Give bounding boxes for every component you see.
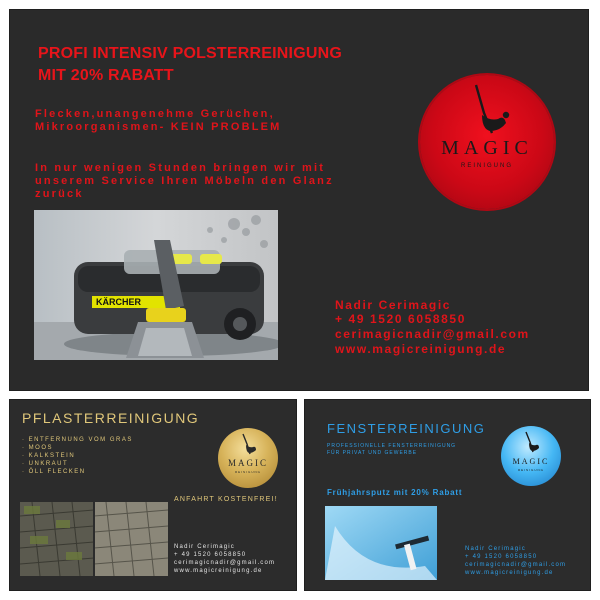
paving-title: PFLASTERREINIGUNG	[22, 410, 200, 426]
subtitle-line-2: FÜR PRIVAT UND GEWERBE	[327, 450, 418, 456]
logo-sub-text: REINIGUNG	[517, 468, 544, 472]
paving-contact	[174, 543, 275, 575]
contact-phone[interactable]: + 49 1520 6058850	[465, 554, 538, 560]
list-item: · KALKSTEIN	[22, 453, 76, 459]
contact-name: Nadir Cerimagic	[335, 298, 452, 312]
free-travel-text: ANFAHRT KOSTENFREI!	[174, 496, 278, 503]
window-squeegee-photo	[325, 506, 437, 580]
list-item: · UNKRAUT	[22, 461, 69, 467]
vacuum-cleaner-photo	[34, 210, 278, 360]
logo-sub-text: REINIGUNG	[234, 470, 261, 474]
machine-brand-label: KÄRCHER	[96, 297, 141, 307]
logo-sub-text: REINIGUNG	[460, 163, 513, 169]
window-cleaning-flyer	[305, 400, 590, 590]
logo-brand-text: MAGIC	[441, 137, 533, 159]
window-title: FENSTERREINIGUNG	[327, 421, 486, 436]
upholstery-flyer	[10, 10, 588, 390]
magic-logo-gold	[218, 428, 278, 488]
problem-text-line-1: Flecken,unangenehme Gerüchen,	[35, 108, 275, 120]
service-text-line-1: In nur wenigen Stunden bringen wir mit	[35, 162, 326, 174]
list-item: · ÖLL FLECKEN	[22, 469, 86, 475]
magic-logo-blue	[501, 426, 561, 486]
paving-before-after-photo	[20, 502, 168, 576]
headline-line-2: MIT 20% RABATT	[38, 67, 174, 84]
contact-phone[interactable]: + 49 1520 6058850	[335, 312, 466, 326]
contact-website[interactable]: www.magicreinigung.de	[465, 570, 554, 576]
contact-name: Nadir Cerimagic	[465, 546, 527, 552]
contact-website[interactable]: www.magicreinigung.de	[174, 568, 263, 574]
list-item: · ENTFERNUNG VOM GRAS	[22, 437, 133, 443]
service-text-line-3: zurück	[35, 188, 84, 200]
magic-logo-red	[420, 75, 554, 209]
contact-email[interactable]: cerimagicnadir@gmail.com	[174, 560, 276, 566]
service-text-line-2: unserem Service Ihren Möbeln den Glanz	[35, 175, 334, 187]
list-item: · MOOS	[22, 445, 53, 451]
contact-phone[interactable]: + 49 1520 6058850	[174, 552, 247, 558]
contact-website[interactable]: www.magicreinigung.de	[335, 342, 507, 356]
paving-services-list	[22, 436, 133, 476]
cleaning-figure-icon	[501, 426, 561, 486]
contact-email[interactable]: cerimagicnadir@gmail.com	[465, 562, 567, 568]
spring-promo-text: Frühjahrsputz mit 20% Rabatt	[327, 488, 463, 497]
logo-brand-text: MAGIC	[227, 458, 268, 468]
paving-flyer	[10, 400, 296, 590]
window-subtitle	[327, 443, 456, 457]
subtitle-line-1: PROFESSIONELLE FENSTERREINIGUNG	[327, 443, 457, 449]
problem-text-line-2: Mikroorganismen- KEIN PROBLEM	[35, 121, 282, 133]
contact-email[interactable]: cerimagicnadir@gmail.com	[335, 327, 530, 341]
headline-line-1: PROFI INTENSIV POLSTERREINIGUNG	[38, 45, 343, 62]
logo-brand-text: MAGIC	[512, 457, 550, 466]
contact-name: Nadir Cerimagic	[174, 544, 236, 550]
window-contact	[465, 545, 566, 577]
